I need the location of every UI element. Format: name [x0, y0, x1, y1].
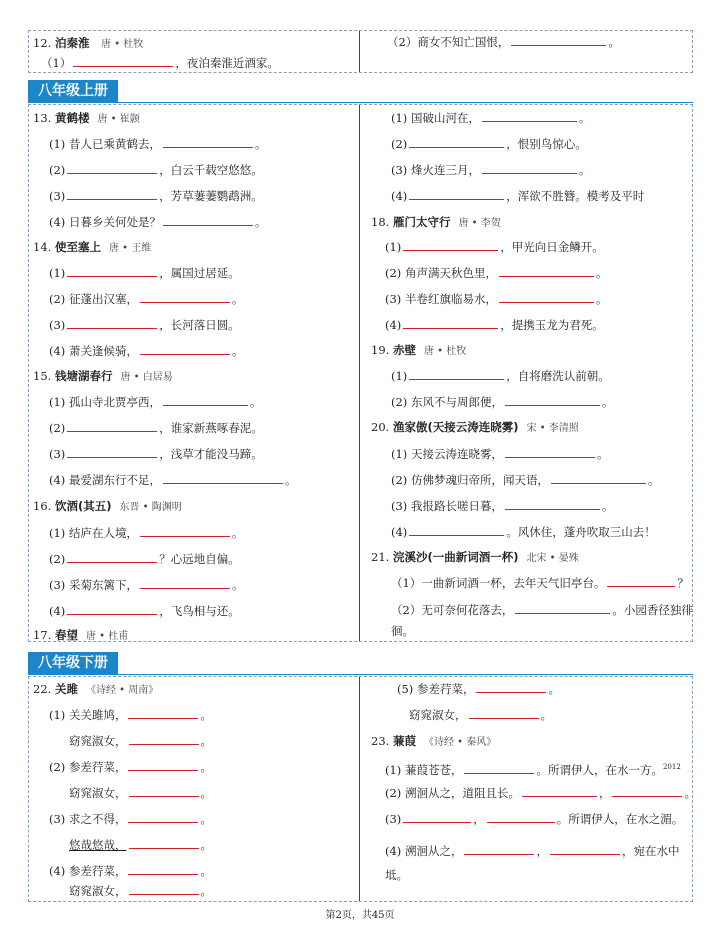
- column-divider: [359, 677, 360, 901]
- bottom-box: [28, 676, 696, 902]
- answer-blank[interactable]: [67, 162, 157, 174]
- answer-blank[interactable]: [550, 843, 620, 855]
- answer-blank[interactable]: [163, 214, 253, 226]
- answer-blank[interactable]: [515, 602, 610, 614]
- answer-blank[interactable]: [67, 603, 157, 615]
- poem-16-line-1: (1) 结庐在人境， 。: [49, 526, 244, 540]
- answer-blank[interactable]: [140, 343, 230, 355]
- poem-18-heading: 18. 雁门太守行 唐 • 李贺: [371, 215, 501, 229]
- poem-16-line-3: (3) 采菊东篱下， 。: [49, 578, 244, 592]
- poem-23-line-2: (2) 溯洄从之，道阻且长。 ， 。: [385, 786, 696, 800]
- poem-16-line-4: (4) ，飞鸟相与还。: [49, 604, 240, 618]
- answer-blank[interactable]: [482, 162, 577, 174]
- poem-13-line-2: (2) ，白云千载空悠悠。: [49, 163, 263, 177]
- column-divider: [359, 105, 360, 641]
- poem-15-line-4: (4) 最爱湖东行不足， 。: [49, 473, 297, 487]
- answer-blank[interactable]: [499, 265, 594, 277]
- answer-blank[interactable]: [67, 551, 157, 563]
- poem-21-line-1: （1）一曲新词酒一杯，去年天气旧亭台。 ？: [391, 576, 689, 590]
- answer-blank[interactable]: [409, 524, 504, 536]
- answer-blank[interactable]: [487, 811, 555, 823]
- answer-blank[interactable]: [409, 136, 504, 148]
- poem-23-line-3: (3) ， 。所谓伊人，在水之湄。: [385, 812, 684, 826]
- poem-23-line-1: (1) 蒹葭苍苍， 。所谓伊人，在水一方。$^{2012}$: [385, 762, 681, 777]
- poem-22-line-3b: 悠哉悠哉， 。: [69, 838, 212, 852]
- answer-blank[interactable]: [499, 291, 594, 303]
- poem-11-line-2: （2）商女不知亡国恨， 。: [387, 35, 620, 49]
- poem-22-heading: 22. 关雎 《诗经 • 周南》: [33, 682, 159, 696]
- poem-22-line-2b: 窈窕淑女， 。: [69, 786, 212, 800]
- poem-22-line-4b: 窈窕淑女， 。: [69, 884, 212, 898]
- answer-blank[interactable]: [476, 681, 546, 693]
- poem-21-heading: 21. 浣溪沙(一曲新词酒一杯) 北宋 • 晏殊: [371, 550, 579, 564]
- answer-blank[interactable]: [140, 291, 230, 303]
- answer-blank[interactable]: [505, 498, 600, 510]
- page-number: 第2页，共45页: [325, 910, 395, 921]
- poem-12-line-1: （1） ，夜泊秦淮近酒家。: [41, 56, 279, 70]
- poem-18-line-2: (2) 角声满天秋色里， 。: [385, 266, 608, 280]
- poem-17-line-2: (2) ，恨别鸟惊心。: [391, 137, 587, 151]
- poem-17-line-3: (3) 烽火连三月， 。: [391, 163, 591, 177]
- poem-15-line-1: (1) 孤山寺北贾亭西， 。: [49, 395, 262, 409]
- answer-blank[interactable]: [129, 837, 199, 849]
- answer-blank[interactable]: [403, 811, 471, 823]
- answer-blank[interactable]: [612, 785, 682, 797]
- column-divider: [359, 31, 360, 72]
- answer-blank[interactable]: [67, 446, 157, 458]
- answer-blank[interactable]: [505, 394, 600, 406]
- answer-blank[interactable]: [140, 577, 230, 589]
- poem-17-line-4: (4) ，浑欲不胜簪。模考及平时: [391, 189, 645, 203]
- poem-22-line-1b: 窈窕淑女， 。: [69, 734, 212, 748]
- poem-17-heading: 17. 春望 唐 • 杜甫: [33, 628, 129, 642]
- poem-13-line-4: (4) 日暮乡关何处是？ 。: [49, 215, 267, 229]
- answer-blank[interactable]: [403, 239, 498, 251]
- answer-blank[interactable]: [67, 420, 157, 432]
- poem-13-line-1: (1) 昔人已乘黄鹤去， 。: [49, 137, 267, 151]
- answer-blank[interactable]: [128, 759, 198, 771]
- answer-blank[interactable]: [409, 368, 504, 380]
- answer-blank[interactable]: [128, 707, 198, 719]
- poem-22-line-3: (3) 求之不得， 。: [49, 812, 212, 826]
- answer-blank[interactable]: [128, 811, 198, 823]
- answer-blank[interactable]: [522, 785, 597, 797]
- poem-22-line-4: (4) 参差荇菜， 。: [49, 864, 212, 878]
- poem-20-line-4: (4) 。风休住，蓬舟吹取三山去！: [391, 525, 656, 539]
- answer-blank[interactable]: [140, 525, 230, 537]
- answer-blank[interactable]: [551, 472, 646, 484]
- answer-blank[interactable]: [67, 265, 157, 277]
- answer-blank[interactable]: [607, 575, 675, 587]
- poem-23-line-4: (4) 溯洄从之， ， ，宛在水中: [385, 844, 680, 858]
- poem-22-line-5b: 窈窕淑女， 。: [409, 708, 552, 722]
- poem-19-heading: 19. 赤壁 唐 • 杜牧: [371, 343, 467, 357]
- answer-blank[interactable]: [469, 707, 539, 719]
- poem-16-heading: 16. 饮酒(其五) 东晋 • 陶渊明: [33, 499, 182, 513]
- poem-15-line-3: (3) ，浅草才能没马蹄。: [49, 447, 263, 461]
- top-box: [28, 30, 693, 73]
- poem-15-line-2: (2) ，谁家新燕啄春泥。: [49, 421, 263, 435]
- answer-blank[interactable]: [129, 785, 199, 797]
- poem-22-line-2: (2) 参差荇菜， 。: [49, 760, 212, 774]
- answer-blank[interactable]: [511, 34, 606, 46]
- answer-blank[interactable]: [403, 317, 498, 329]
- poem-14-line-2: (2) 征蓬出汉塞， 。: [49, 292, 244, 306]
- poem-20-line-3: (3) 我报路长嗟日暮， 。: [391, 499, 614, 513]
- poem-20-line-2: (2) 仿佛梦魂归帝所，闻天语， 。: [391, 473, 660, 487]
- answer-blank[interactable]: [128, 863, 198, 875]
- answer-blank[interactable]: [464, 843, 534, 855]
- poem-21-line-2-cont: 徊。: [391, 624, 414, 638]
- answer-blank[interactable]: [67, 317, 157, 329]
- poem-23-heading: 23. 蒹葭 《诗经 • 秦风》: [371, 734, 497, 748]
- section-header-grade8-vol1: 八年级上册: [28, 80, 118, 102]
- poem-13-line-3: (3) ，芳草萋萋鹦鹉洲。: [49, 189, 263, 203]
- answer-blank[interactable]: [67, 188, 157, 200]
- answer-blank[interactable]: [482, 110, 577, 122]
- poem-14-line-4: (4) 萧关逢候骑， 。: [49, 344, 244, 358]
- answer-blank[interactable]: [129, 733, 199, 745]
- poem-18-line-1: (1) ，甲光向日金鳞开。: [385, 240, 604, 254]
- poem-14-line-1: (1) ，属国过居延。: [49, 266, 240, 280]
- section-rule: [28, 674, 693, 675]
- answer-blank[interactable]: [129, 883, 199, 895]
- poem-23-line-4-cont: 坻。: [385, 868, 408, 882]
- poem-22-line-1: (1) 关关雎鸠， 。: [49, 708, 212, 722]
- answer-blank[interactable]: [163, 136, 253, 148]
- poem-19-line-1: (1) ，自将磨洗认前朝。: [391, 369, 610, 383]
- answer-blank[interactable]: [73, 55, 173, 67]
- poem-19-line-2: (2) 东风不与周郎便， 。: [391, 395, 614, 409]
- answer-blank[interactable]: [163, 472, 283, 484]
- answer-blank[interactable]: [409, 188, 504, 200]
- section-header-grade8-vol2: 八年级下册: [28, 652, 118, 674]
- poem-20-heading: 20. 渔家傲(天接云涛连晓雾) 宋 • 李清照: [371, 420, 579, 434]
- poem-20-line-1: (1) 天接云涛连晓雾， 。: [391, 447, 609, 461]
- middle-box: [28, 104, 693, 642]
- answer-blank[interactable]: [464, 762, 534, 774]
- poem-21-line-2: （2）无可奈何花落去， 。小园香径独徘: [391, 603, 693, 617]
- poem-22-line-5: (5) 参差荇菜， 。: [397, 682, 560, 696]
- answer-blank[interactable]: [163, 394, 248, 406]
- poem-12-heading: 12. 泊秦淮 唐 • 杜牧: [33, 36, 144, 50]
- poem-17-line-1: (1) 国破山河在， 。: [391, 111, 591, 125]
- section-rule: [28, 102, 693, 103]
- poem-15-heading: 15. 钱塘湖春行 唐 • 白居易: [33, 369, 173, 383]
- poem-18-line-3: (3) 半卷红旗临易水， 。: [385, 292, 608, 306]
- answer-blank[interactable]: [505, 446, 595, 458]
- poem-16-line-2: (2) ？心远地自偏。: [49, 552, 240, 566]
- poem-13-heading: 13. 黄鹤楼 唐 • 崔颢: [33, 111, 140, 125]
- poem-18-line-4: (4) ，提携玉龙为君死。: [385, 318, 604, 332]
- poem-14-heading: 14. 使至塞上 唐 • 王维: [33, 240, 152, 254]
- poem-14-line-3: (3) ，长河落日圆。: [49, 318, 240, 332]
